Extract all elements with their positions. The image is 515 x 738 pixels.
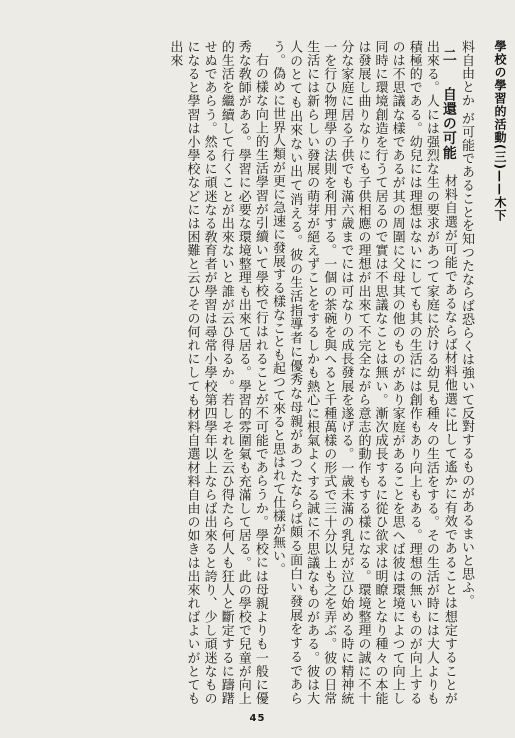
paragraph-2 [269,40,458,705]
paragraph-1: 料自由とか が可能であることを知つたならば恐らくは強いて反對するものがあるまいと思ふ。 [459,40,474,608]
section-number: 二 [440,48,457,63]
running-header: 學校の學習的活動(三)——木下 [493,40,507,222]
section-body: 材料自選が可能であるならば材料他選に比して遙かに有效であることは想定することが出來る。人には强烈な生の要求があつて家庭に於ける幼見も種々の生活をする。その生活が時には大人よりも積極的である。幼兒には理想はないにしても其の生活には創作もあり向上もある。理想の無いものが向上するのは不思議な樣であるが其の周圍に父母其の他のものがあり家庭があることを思へば彼は環境によつて向上し同時に環境創造を行うて居るので實は不思議なことは無い。漸次成長するに從ひ欲求は明瞭となり種々の本能は發展し曲りなりにも子供相應の理想が出來て不完全ながら意志的動作もする樣になる。環境整理の誠に不十分な家庭に居る子供でも滿六歳までには可なりの成長發展を遂げる。一歳未滿の乳兒が泣ひ始める時に精神統一を行ひ物理學の法則を利用する。一個の茶碗を與へると千種萬樣の形式で三十分以上も之を弄ぶ。彼の日常生活には新らしい發展の萌芽が絕えずことをするしかも熱心に根氣よくする誠に不思議なものがある。彼は大人のとても出來ない出て消える。彼の生活指導者に優秀な母親があつたならば頗る面白い發展をするであらう。偽めに世界人類が更に急速に發展する樣なことも起つて來ると思はれて仕樣が無い。 [269,40,457,705]
page-number: 45 [249,713,266,724]
body-text [20,40,475,705]
section-title: 自還の可能 [440,87,457,161]
paragraph-3: 右の樣な向上的生活學習が引續いて學校で行はれることが不可能であらうか。學校には母親よりも一般に優秀な敎師がある。學習に必要な環境整理も出來て居る。學習的雰圍氣も充滿して居る。此の學校で兒童が向上的生活を繼續して行くことが出來ないと誰が云ひ得るか。若しそれを云ひ得たら何人も狂人と斷定するに躊躇せぬであらう。然るに頑迷なる敎育者が學習は尋常小學校第四學年以上ならば出來ると誇り、少し頑迷なものになると學習は小學校などには困難と云ひその何れにしても材料自選材料自由の如きは出來ればよいがとても出來 [167,40,268,705]
section-heading [441,48,457,160]
